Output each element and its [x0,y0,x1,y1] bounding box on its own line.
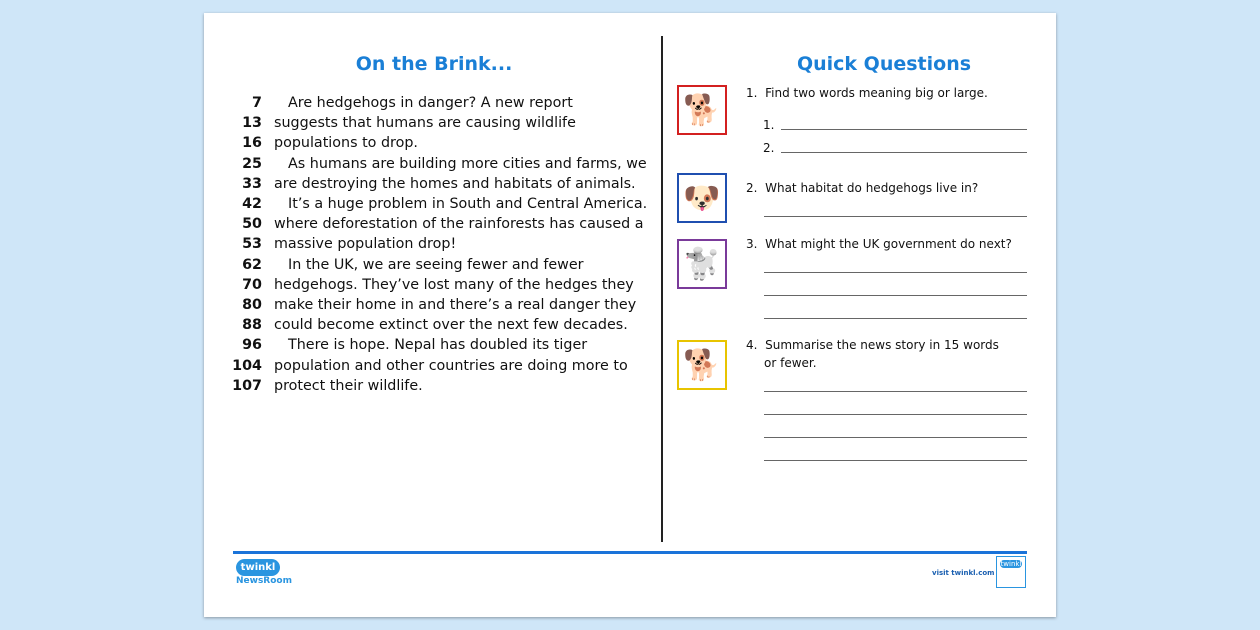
line-word-count: 7 [252,95,262,111]
dog-samoyed-icon: 🐩 [677,239,727,289]
question-4: 4. Summarise the news story in 15 words [746,338,999,352]
line-word-count: 25 [242,155,262,172]
line-text: make their home in and there’s a real danger they [274,297,637,313]
answer-line[interactable] [781,152,1027,153]
line-word-count: 107 [232,377,262,394]
answer-line[interactable] [764,318,1027,319]
line-word-count: 104 [232,357,262,374]
line-text: It’s a huge problem in South and Central America. [288,196,648,212]
twinkl-newsroom-logo: twinkl NewsRoom [236,559,294,586]
question-4-continued: or fewer. [764,356,817,370]
answer-line[interactable] [764,460,1027,461]
line-text: Are hedgehogs in danger? A new report [288,95,573,111]
line-text: There is hope. Nepal has doubled its tiger [288,337,588,354]
line-word-count: 80 [242,297,262,313]
line-text: are destroying the homes and habitats of animals. [274,175,636,192]
answer-line[interactable] [781,129,1027,130]
question-1: 1. Find two words meaning big or large. [746,86,988,100]
line-word-count: 88 [242,317,262,334]
visit-link[interactable]: visit twinkl.com [932,569,995,577]
answer-label-2: 2. [763,141,775,155]
line-text: suggests that humans are causing wildlife [274,115,576,132]
answer-line[interactable] [764,414,1027,415]
column-divider [661,36,663,542]
line-word-count: 42 [242,196,262,212]
article-body [204,95,654,405]
line-text: hedgehogs. They’ve lost many of the hedges they [274,276,634,293]
question-2: 2. What habitat do hedgehogs live in? [746,181,979,195]
answer-line[interactable] [764,437,1027,438]
line-word-count: 50 [242,216,262,233]
answer-line[interactable] [764,391,1027,392]
line-word-count: 53 [242,236,262,253]
answer-line[interactable] [764,272,1027,273]
line-word-count: 13 [242,115,262,132]
line-word-count: 96 [242,337,262,354]
line-text: where deforestation of the rainforests has caused a [274,216,644,233]
dog-retriever-icon: 🐶 [677,173,727,223]
footer-rule [233,551,1027,554]
line-word-count: 33 [242,175,262,192]
article-title: On the Brink... [355,53,513,75]
line-text: In the UK, we are seeing fewer and fewer [288,256,584,273]
answer-line[interactable] [764,295,1027,296]
line-text: could become extinct over the next few decades. [274,317,628,334]
answer-line[interactable] [764,216,1027,217]
question-3: 3. What might the UK government do next? [746,237,1012,251]
line-word-count: 16 [242,135,262,152]
twinkl-badge: twinkl [996,556,1026,588]
line-text: population and other countries are doing more to [274,357,628,374]
line-text: As humans are building more cities and farms, we [288,155,647,172]
dog-terrier-icon: 🐕 [677,85,727,135]
line-text: protect their wildlife. [274,377,423,394]
line-word-count: 70 [242,276,262,293]
line-text: massive population drop! [274,236,457,253]
answer-label-1: 1. [763,118,775,132]
questions-title: Quick Questions [796,53,972,75]
worksheet [204,13,1056,617]
line-text: populations to drop. [274,135,418,152]
line-word-count: 62 [242,256,262,273]
dog-collie-icon: 🐕 [677,340,727,390]
